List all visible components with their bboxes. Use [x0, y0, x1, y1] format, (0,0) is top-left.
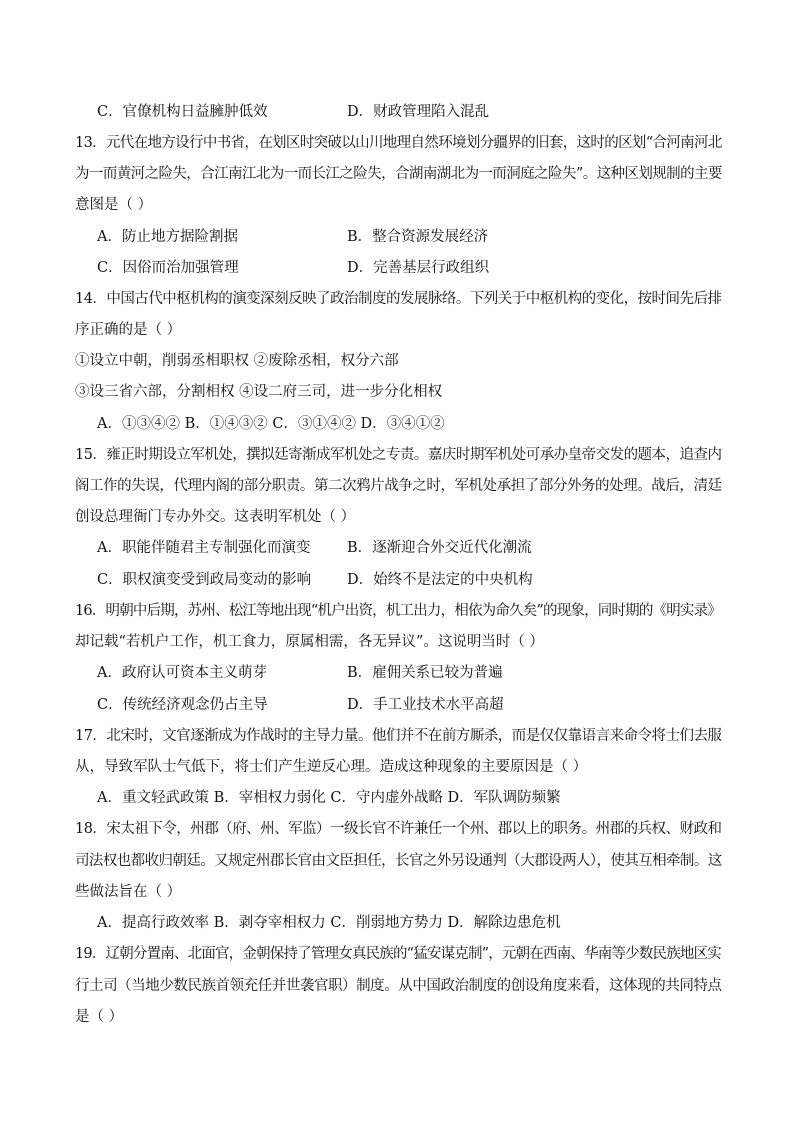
q16-stem-line-1: 16．明朝中后期，苏州、松江等地出现“机户出资，机工出力，相依为命久矣”的现象，同时期的《明实录》	[75, 603, 721, 619]
q19-stem-line-2: 行土司（当地少数民族首领充任并世袭官职）制度。从中国政治制度的创设角度来看，这体现的共同特点	[75, 978, 722, 994]
q16-option-a: A．政府认可资本主义萌芽	[97, 665, 267, 681]
q18-stem-line-1: 18．宋太祖下令，州郡（府、州、军监）一级长官不许兼任一个州、郡以上的职务。州郡的兵权、财政和	[75, 821, 722, 837]
q13-stem-line-2: 为一而黄河之险失，合江南江北为一而长江之险失，合湖南湖北为一而洞庭之险失”。这种区划规制的主要	[75, 166, 722, 182]
q13-option-a: A．防止地方据险割据	[97, 229, 238, 245]
q15-option-c: C．职权演变受到政局变动的影响	[97, 572, 312, 588]
q19-stem-line-3: 是（ ）	[75, 1009, 124, 1025]
q18-stem-line-2: 司法权也都收归朝廷。又规定州郡长官由文臣担任，长官之外另设通判（大郡设两人），使其互相牵制。这	[75, 853, 722, 869]
q19-stem-line-1: 19．辽朝分置南、北面官，金朝保持了管理女真民族的“猛安谋克制”，元朝在西南、华南等少数民族地区实	[75, 946, 721, 962]
q16-option-c: C．传统经济观念仍占主导	[97, 697, 268, 713]
q18-stem-line-3: 些做法旨在（ ）	[75, 884, 182, 900]
q15-stem-line-2: 阁工作的失误，代理内阁的部分职责。第二次鸦片战争之时，军机处承担了部分外务的处理。战后，清廷	[75, 478, 722, 494]
q15-stem-line-1: 15．雍正时期设立军机处，撰拟廷寄渐成军机处之专责。嘉庆时期军机处可承办皇帝交发的题本，追查内	[75, 447, 722, 463]
q18-options: A．提高行政效率 B．剥夺宰相权力 C．削弱地方势力 D．解除边患危机	[97, 915, 561, 931]
q16-option-b: B．雇佣关系已较为普遍	[347, 665, 503, 681]
q13-option-d: D．完善基层行政组织	[347, 260, 490, 276]
q13-option-c: C．因俗而治加强管理	[97, 260, 239, 276]
q12-option-c: C．官僚机构日益臃肿低效	[97, 104, 268, 120]
q17-stem-line-1: 17．北宋时，文官逐渐成为作战时的主导力量。他们并不在前方厮杀，而是仅仅靠语言来命令将士们去服	[75, 728, 722, 744]
q12-option-d: D．财政管理陷入混乱	[347, 104, 490, 120]
q14-stem-line-2: 序正确的是（ ）	[75, 322, 182, 338]
q13-option-b: B．整合资源发展经济	[347, 229, 489, 245]
q15-option-b: B．逐渐迎合外交近代化潮流	[347, 540, 532, 556]
q16-option-d: D．手工业技术水平高超	[347, 697, 504, 713]
q14-item-line-2: ③设三省六部，分割相权 ④设二府三司，进一步分化相权	[75, 384, 443, 400]
q14-stem-line-1: 14．中国古代中枢机构的演变深刻反映了政治制度的发展脉络。下列关于中枢机构的变化，按时间先后排	[75, 291, 722, 307]
q15-option-a: A．职能伴随君主专制强化而演变	[97, 540, 311, 556]
q15-option-d: D．始终不是法定的中央机构	[347, 572, 533, 588]
q17-stem-line-2: 从，导致军队士气低下，将士们产生逆反心理。造成这种现象的主要原因是（ ）	[75, 759, 588, 775]
q13-stem-line-1: 13．元代在地方设行中书省，在划区时突破以山川地理自然环境划分疆界的旧套，这时的区划“合河南河北	[75, 135, 722, 151]
q17-options: A．重文轻武政策 B．宰相权力弱化 C．守内虚外战略 D．军队调防频繁	[97, 790, 561, 806]
q14-item-line-1: ①设立中朝，削弱丞相职权 ②废除丞相，权分六部	[75, 353, 399, 369]
q16-stem-line-2: 却记载“若机户工作，机工食力，原属相需，各无异议”。这说明当时（ ）	[75, 634, 544, 650]
q13-stem-line-3: 意图是（ ）	[75, 197, 153, 213]
q15-stem-line-3: 创设总理衙门专办外交。这表明军机处（ ）	[75, 509, 356, 525]
q14-options: A．①③④② B．①④③② C．③①④② D．③④①②	[97, 416, 445, 432]
